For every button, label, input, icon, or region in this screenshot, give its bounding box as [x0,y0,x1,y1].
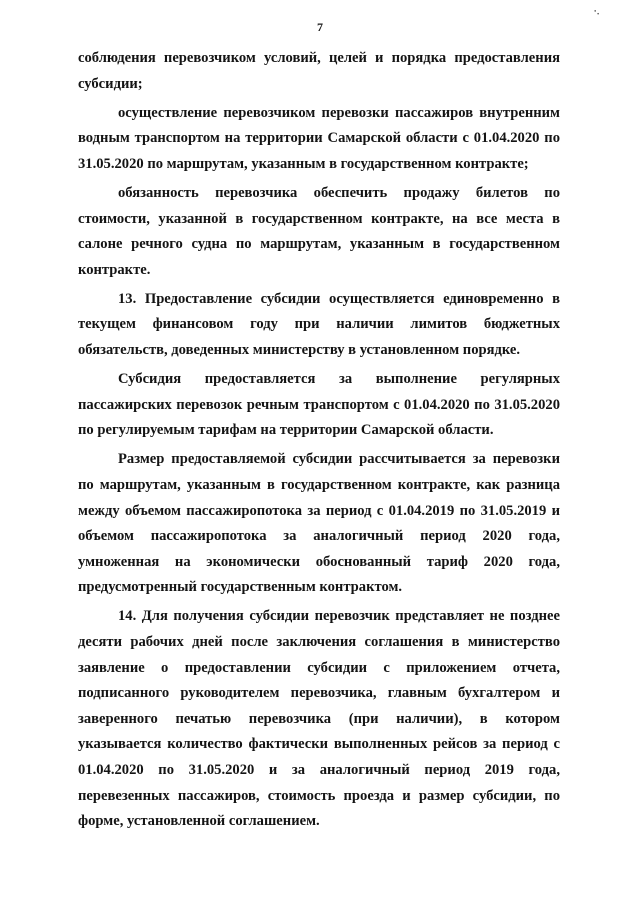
paragraph-clause-14: 14. Для получения субсидии перевозчик представляет не позднее десяти рабочих дней после заключения соглашения в министерство заявление о предоставлении субсидии с приложением отчета, подписанного руководителем перевозчика, главным бухгалтером и заверенного печатью перевозчика (при наличии), в котором указывается количество фактически выполненных рейсов за период с 01.04.2020 по 31.05.2020 и за аналогичный период 2019 года, перевезенных пассажиров, стоимость проезда и размер субсидии, по форме, установленной соглашением. [78,608,560,830]
paragraph-subsidy-size: Размер предоставляемой субсидии рассчитывается за перевозки по маршрутам, указанным в государственном контракте, как разница между объемом пассажиропотока за период с 01.04.2019 по 31.05.2019 и объемом пассажиропотока за аналогичный период 2020 года, умноженная на экономически обоснованный тариф 2020 года, предусмотренный государственным контрактом. [78,451,560,596]
page-number: 7 [317,20,323,34]
paragraph-transport: осуществление перевозчиком перевозки пассажиров внутренним водным транспортом на территории Самарской области с 01.04.2020 по 31.05.2020 по маршрутам, указанным в государственном контракте; [78,104,560,172]
corner-mark: ⠑ [593,10,601,21]
paragraph-continuation: соблюдения перевозчиком условий, целей и порядка предоставления субсидии; [78,50,560,92]
paragraph-ticket-obligation: обязанность перевозчика обеспечить продажу билетов по стоимости, указанной в государственном контракте, на все места в салоне речного судна по маршрутам, указанным в государственном контракте. [78,184,560,278]
document-body [78,46,560,838]
paragraph-subsidy-purpose: Субсидия предоставляется за выполнение регулярных пассажирских перевозок речным транспортом с 01.04.2020 по 31.05.2020 по регулируемым тарифам на территории Самарской области. [78,371,560,439]
paragraph-clause-13: 13. Предоставление субсидии осуществляется единовременно в текущем финансовом году при наличии лимитов бюджетных обязательств, доведенных министерству в установленном порядке. [78,290,560,359]
